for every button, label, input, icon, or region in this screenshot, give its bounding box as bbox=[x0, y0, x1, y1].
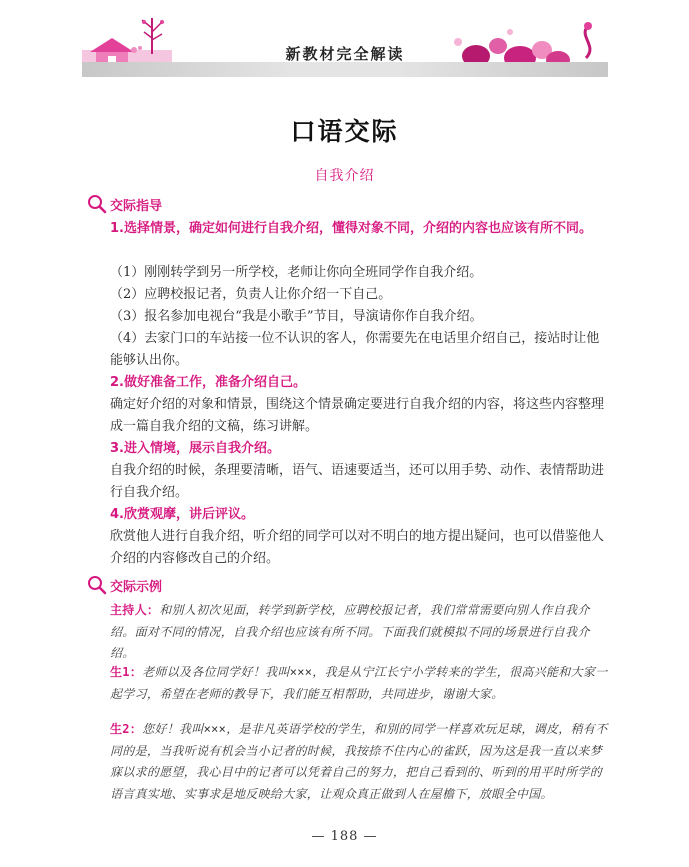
page-number: — 188 — bbox=[311, 829, 378, 844]
magnifier-icon bbox=[86, 574, 108, 596]
guide-step-1-item: （1）刚刚转学到另一所学校，老师让你向全班同学作自我介绍。 bbox=[110, 265, 483, 280]
guide-step-4-text: 欣赏他人进行自我介绍，听介绍的同学可以对不明白的地方提出疑问，也可以借鉴他人介绍的内容修改自己的介绍。 bbox=[110, 529, 605, 566]
speaker-label: 主持人： bbox=[110, 603, 160, 617]
example-paragraph: 主持人：和别人初次见面，转学到新学校，应聘校报记者，我们常常需要向别人作自我介绍。面对不同的情况，自我介绍也应该有所不同。下面我们就模拟不同的场景进行自我介绍。 bbox=[110, 603, 590, 660]
example-heading: 交际示例 bbox=[110, 579, 163, 595]
guide-step-3-text: 自我介绍的时候，条理要清晰，语气、语速要适当，还可以用手势、动作、表情帮助进行自我介绍。 bbox=[110, 463, 605, 500]
example-paragraph: 生2：您好！我叫×××，是非凡英语学校的学生，和别的同学一样喜欢玩足球，调皮，稍有不同的是，当我听说有机会当小记者的时候，我按捺不住内心的雀跃，因为这是我一直以来梦寐以求的愿望，我心目中的记者可以凭着自己的努力，把自己看到的、听到的用平时所学的语言真实地、实事求是地反映给大家，让观众真正做到人在屋檐下，放眼全中国。 bbox=[110, 722, 608, 801]
guide-step-2-heading: 2.做好准备工作，准备介绍自己。 bbox=[110, 375, 306, 390]
guide-step-3-heading: 3.进入情境，展示自我介绍。 bbox=[110, 441, 280, 456]
guide-step-2-text: 确定好介绍的对象和情景，围绕这个情景确定要进行自我介绍的内容，将这些内容整理成一篇自我介绍的文稿，练习讲解。 bbox=[110, 397, 605, 434]
header-bar bbox=[82, 62, 608, 77]
guide-step-1-item: （2）应聘校报记者，负责人让你介绍一下自己。 bbox=[110, 287, 392, 302]
guide-step-1-item: （4）去家门口的车站接一位不认识的客人，你需要先在电话里介绍自己，接站时让他能够认出你。 bbox=[110, 331, 600, 368]
header-title: 新教材完全解读 bbox=[285, 45, 405, 63]
page-header bbox=[82, 10, 608, 78]
example-paragraph: 生1：老师以及各位同学好！我叫×××，我是从宁江长宁小学转来的学生，很高兴能和大家一起学习，希望在老师的教导下，我们能互相帮助，共同进步，谢谢大家。 bbox=[110, 665, 608, 701]
guide-section-heading bbox=[86, 193, 162, 215]
guide-step-4-heading: 4.欣赏观摩，讲后评议。 bbox=[110, 507, 254, 522]
guide-step-1-item: （3）报名参加电视台“我是小歌手”节目，导演请你作自我介绍。 bbox=[110, 309, 483, 324]
guide-heading: 交际指导 bbox=[110, 198, 163, 214]
speaker-label: 生2： bbox=[110, 722, 143, 736]
example-section-heading bbox=[86, 574, 162, 596]
guide-step-1-heading: 1.选择情景，确定如何进行自我介绍，懂得对象不同，介绍的内容也应该有所不同。 bbox=[110, 221, 592, 236]
page-subtitle: 自我介绍 bbox=[314, 168, 375, 184]
speaker-label: 生1： bbox=[110, 665, 143, 679]
magnifier-icon bbox=[86, 193, 108, 215]
page-title: 口语交际 bbox=[290, 117, 399, 146]
